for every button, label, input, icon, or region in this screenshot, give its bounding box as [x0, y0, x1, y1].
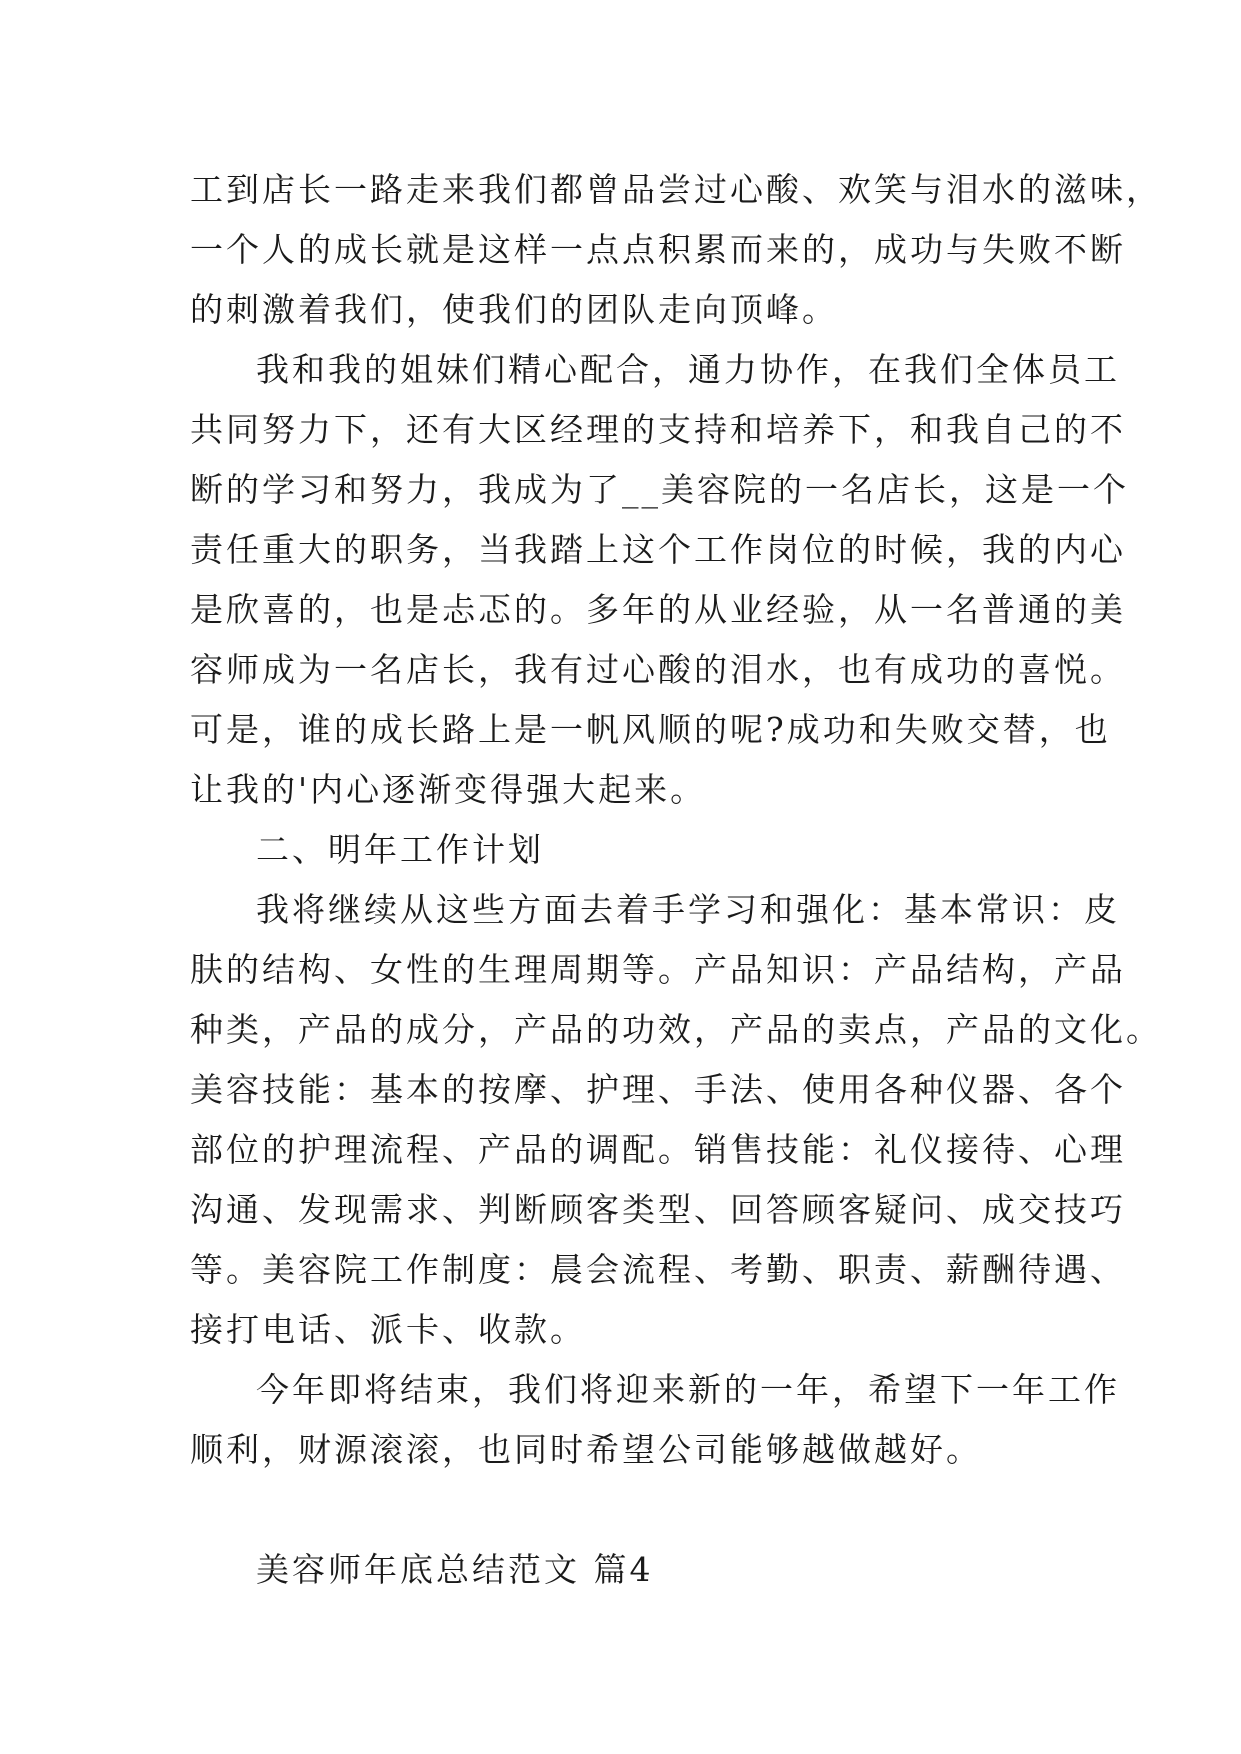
paragraph-line: 可是，谁的成长路上是一帆风顺的呢?成功和失败交替，也 [190, 710, 1111, 749]
paragraph-line: 接打电话、派卡、收款。 [190, 1310, 586, 1349]
paragraph-line: 等。美容院工作制度：晨会流程、考勤、职责、薪酬待遇、 [190, 1250, 1126, 1289]
spacer [190, 1480, 1070, 1540]
paragraph-line: 顺利，财源滚滚，也同时希望公司能够越做越好。 [190, 1430, 982, 1469]
document-body [190, 160, 1162, 1600]
paragraph-line: 断的学习和努力，我成为了__美容院的一名店长，这是一个 [190, 470, 1129, 509]
paragraph-line: 肤的结构、女性的生理周期等。产品知识：产品结构，产品 [190, 950, 1126, 989]
paragraph-line: 的刺激着我们，使我们的团队走向顶峰。 [190, 290, 838, 329]
paragraph-line: 是欣喜的，也是忐忑的。多年的从业经验，从一名普通的美 [190, 590, 1126, 629]
paragraph-line: 我将继续从这些方面去着手学习和强化：基本常识：皮 [256, 890, 1120, 929]
paragraph-line: 共同努力下，还有大区经理的支持和培养下，和我自己的不 [190, 410, 1126, 449]
paragraph-line: 美容技能：基本的按摩、护理、手法、使用各种仪器、各个 [190, 1070, 1126, 1109]
paragraph-line: 一个人的成长就是这样一点点积累而来的，成功与失败不断 [190, 230, 1126, 269]
paragraph-line: 今年即将结束，我们将迎来新的一年，希望下一年工作 [256, 1370, 1120, 1409]
section-heading: 二、明年工作计划 [256, 830, 544, 869]
paragraph-line: 沟通、发现需求、判断顾客类型、回答顾客疑问、成交技巧 [190, 1190, 1126, 1229]
paragraph-line: 种类，产品的成分，产品的功效，产品的卖点，产品的文化。 [190, 1010, 1162, 1049]
article-title: 美容师年底总结范文 篇4 [256, 1550, 654, 1589]
paragraph-line: 容师成为一名店长，我有过心酸的泪水，也有成功的喜悦。 [190, 650, 1126, 689]
paragraph-line: 我和我的姐妹们精心配合，通力协作，在我们全体员工 [256, 350, 1120, 389]
paragraph-line: 让我的'内心逐渐变得强大起来。 [190, 770, 707, 809]
paragraph-line: 部位的护理流程、产品的调配。销售技能：礼仪接待、心理 [190, 1130, 1126, 1169]
paragraph-line: 工到店长一路走来我们都曾品尝过心酸、欢笑与泪水的滋味， [190, 170, 1162, 209]
paragraph-line: 责任重大的职务，当我踏上这个工作岗位的时候，我的内心 [190, 530, 1126, 569]
